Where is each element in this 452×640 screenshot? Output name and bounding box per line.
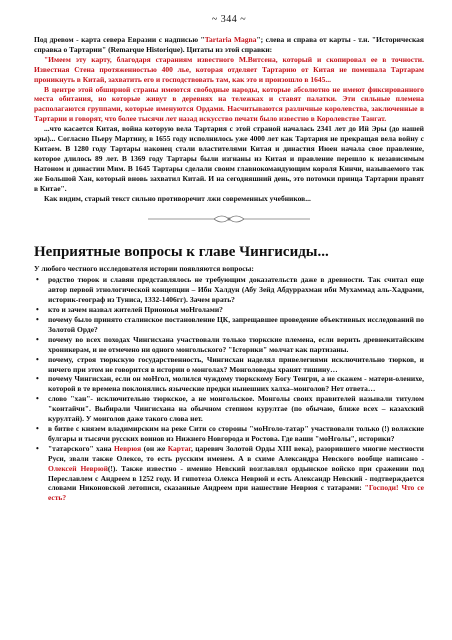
ornament-divider-icon — [144, 213, 314, 225]
question-text: (он же — [141, 443, 168, 453]
question-item — [34, 374, 424, 394]
bullet-icon: • — [36, 443, 39, 453]
question-text: родство тюрок и славян представлялось не требующим доказательств даже в древности. Так считал еще автор первой этнологической концепции – Ибн Халдун (Абу Зейд Абдуррахман ибн Мухаммад аль-Хадрами, историк-географ из Туниса, 1332-1406гг). Зачем врать? — [48, 275, 424, 305]
question-text: в битве с князем владимирским на реке Сити со стороны "моНголо-татар" участвовали только (!) волжские булгары и тысячи русских воинов из Нижнего Новгорода и Ростова. Где ваши "моНголы", историки? — [48, 424, 424, 443]
question-item — [34, 394, 424, 424]
bullet-icon: • — [36, 305, 39, 315]
question-item — [34, 424, 424, 444]
question-text: , царевич Золотой Орды XIII века), разорившего многие местности Руси, звали также Олексо, то есть русским именем. А в схиме Александра Невского вообще написано - — [48, 443, 424, 463]
bullet-icon: • — [36, 354, 39, 364]
quote-paragraph-3: ...что касается Китая, война которую вела Тартария с этой страной началась 2341 лет до Ий Эры (до нашей эры)... Согласно Пьеру Мартину, в 1655 году исполнилось уже 4000 лет как Тартария не прекращая вела войну с Китаем. В 1280 году Тартары наконец стали властителями Китая и династия Июен начала свое правление, которое длилось 89 лет. В 1369 году Тартары были изгнаны из Китая и правление перешло к независимым Натоном и династии Мим. В 1645 Тартары сделали своим главнокомандующим короля Кинчи, называемого так же Большой Хан, который вновь захватил Китай. И на сегодняшний день, это потомки принца Тартарии правят в Китае". — [34, 124, 424, 193]
question-text: слово "хан"- исключительно тюркское, а не монгольское. Монголы своих правителей называли титулом "контайчи". Выбирали Чингисхана на обычном степном курултае (по обычаю, ближе всех – казахский курултай). У монголов даже такого слова нет. — [48, 394, 424, 424]
chronicle-quote: "Господи! Что се есть? — [48, 483, 424, 503]
ornament-divider — [34, 213, 424, 225]
question-text: почему Чингисхан, если он моНгол, молился чуждому тюркскому Богу Тенгри, а не скажем - матери-оленихе, которой в те времена поклонялись языческие предки нынешних халха–монголов? Нет ответа… — [48, 374, 424, 394]
bullet-icon: • — [36, 334, 39, 344]
section-intro: У любого честного исследователя истории появляются вопросы: — [34, 264, 254, 274]
question-text: кто и зачем назвал жителей Прионоья моНголами? — [48, 305, 223, 315]
bullet-icon: • — [36, 315, 39, 325]
map-caption-paragraph — [34, 35, 424, 55]
question-text: "татарского" хана — [48, 443, 114, 453]
question-item — [34, 305, 424, 315]
bullet-icon: • — [36, 394, 39, 404]
nevryuy-name: Неврюя — [113, 443, 142, 453]
quote-paragraph-1: "Имеем эту карту, благодаря стараниям известного М.Витсена, который и скопировал ее в точности. Известная Стена протяженностью 400 лье, которая отделяет Тартарию от Китая не помешала Тартарам проникнуть в Китай, захватить его и господствовать там, как это и произошло в 1645... — [34, 54, 424, 84]
tartaria-magna-label: Tartaria Magna — [204, 35, 257, 44]
section-heading: Неприятные вопросы к главе Чингисиды... — [34, 244, 329, 261]
question-item — [34, 335, 424, 355]
oleksey-nevryuy-name: Олексей Неврюй — [48, 463, 108, 473]
conclusion-paragraph: Как видим, старый текст сильно противоречит лжи современных учебников... — [44, 193, 311, 203]
questions-list — [34, 275, 424, 503]
question-text: почему во всех походах Чингисхана участвовали только тюркские племена, если верить древнекитайским хроникерам, и не отмечено ни одного монгольского? "Історики" молчат как партизаны. — [48, 334, 424, 354]
bullet-icon: • — [36, 424, 39, 433]
question-text: почему было принято сталинское постановление ЦК, запрещавшее проведение объективных исследований по Золотой Орде? — [48, 315, 424, 334]
map-caption-text: Под древом - карта севера Евразии с надписью " — [34, 35, 205, 44]
question-text: (!). Также известно - именно Невский возглавлял ордынское войско при сражении под Переславлем с Андреем в 1252 году. И гипотеза Олекса Неврюй и есть Александр Невский - подтверждается словами Никоновской летописи, сказанные Андреем при нашествие Неврюя с татарами: — [48, 463, 425, 493]
bullet-icon: • — [36, 374, 39, 384]
question-item — [34, 275, 424, 305]
question-item — [34, 315, 424, 335]
question-text: почему, строя тюркскую государственность, Чингисхан наделял привелегиями исключительно тюрков, и ничего при этом не говорится в истории о монголах? Монголоведы хранят тишину… — [48, 354, 424, 374]
map-caption-continuation: "; слева и справа от карты - т.н. "Историческая справка о Тартарии" (Remarque Historique). Цитаты из этой справки: — [34, 35, 424, 54]
question-item — [34, 444, 424, 503]
kartag-name: Картаг — [167, 443, 191, 453]
quote-paragraph-2: В центре этой обширной страны имеются свободные народы, которые абсолютно не имеют фиксированного места обитания, но которые живут в деревнях на тележках и ставят палатки. Эти сильные племена располагаются группами, которые именуются Ордами. Насчитываются различные королевства, заключенные в Тартарии и говорят, что более тысячи лет назад искусство печати было известно в Королевстве Тангат. — [34, 84, 424, 124]
bullet-icon: • — [36, 275, 39, 285]
page-number: ~ 344 ~ — [211, 14, 247, 25]
question-item — [34, 355, 424, 375]
